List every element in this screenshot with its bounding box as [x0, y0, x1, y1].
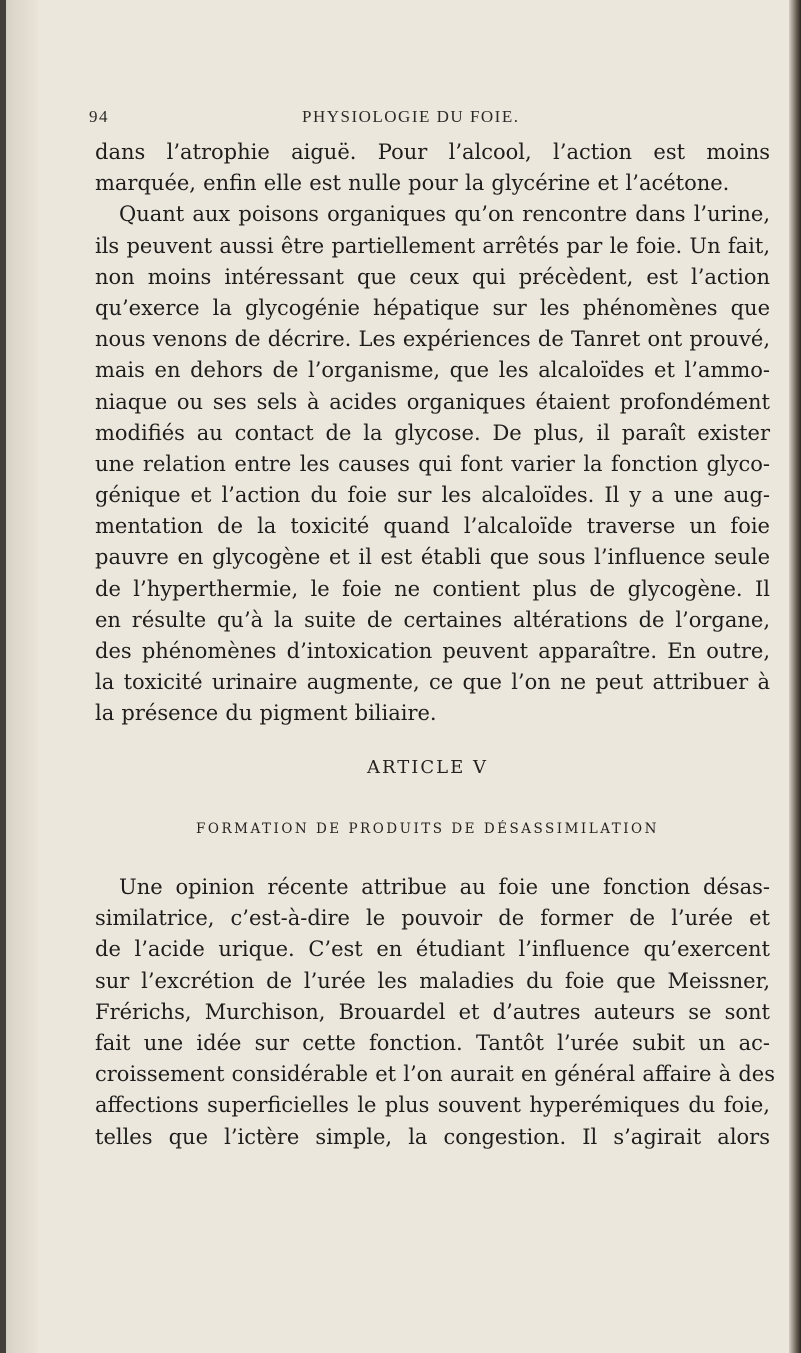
text-line: fait une idée sur cette fonction. Tantôt l’urée subit un ac-	[95, 1030, 770, 1055]
running-head	[89, 107, 749, 133]
text-line: Une opinion récente attribue au foie une fonction désas-	[119, 875, 770, 899]
text-line: croissement considérable et l’on aurait en général affaire à des	[95, 1062, 776, 1087]
text-line: Frérichs, Murchison, Brouardel et d’autres auteurs se sont	[95, 999, 770, 1024]
text-line: de l’hyperthermie, le foie ne contient plus de glycogène. Il	[95, 576, 770, 601]
running-head-title: PHYSIOLOGIE DU FOIE.	[302, 107, 520, 126]
text-line: mais en dehors de l’organisme, que les alcaloïdes et l’ammo-	[95, 358, 770, 383]
text-line: qu’exerce la glycogénie hépatique sur les phénomènes que	[95, 295, 770, 320]
text-line: de l’acide urique. C’est en étudiant l’influence qu’exercent	[95, 937, 770, 962]
page-right-edge	[789, 0, 801, 1353]
text-line: en résulte qu’à la suite de certaines altérations de l’organe,	[95, 607, 770, 632]
text-line: la toxicité urinaire augmente, ce que l’on ne peut attribuer à	[95, 670, 770, 695]
text-line: sur l’excrétion de l’urée les maladies du foie que Meissner,	[95, 968, 770, 993]
text-line: une relation entre les causes qui font varier la fonction glyco-	[95, 451, 770, 476]
text-line: marquée, enfin elle est nulle pour la glycérine et l’acétone.	[95, 171, 730, 196]
text-line: des phénomènes d’intoxication peuvent apparaître. En outre,	[95, 639, 770, 664]
text-line: ils peuvent aussi être partiellement arrêtés par le foie. Un fait,	[95, 233, 770, 258]
text-line: Quant aux poisons organiques qu’on rencontre dans l’urine,	[119, 202, 770, 227]
text-line: similatrice, c’est-à-dire le pouvoir de former de l’urée et	[95, 906, 770, 931]
text-line: non moins intéressant que ceux qui précèdent, est l’action	[95, 264, 770, 289]
text-line: génique et l’action du foie sur les alcaloïdes. Il y a une aug-	[95, 483, 770, 508]
article-title: ARTICLE V	[367, 757, 488, 778]
article-subtitle: FORMATION DE PRODUITS DE DÉSASSIMILATION	[196, 821, 659, 837]
paragraph-1	[95, 137, 770, 199]
text-line: modifiés au contact de la glycose. De plus, il paraît exister	[95, 420, 770, 445]
text-line: la présence du pigment biliaire.	[95, 701, 437, 726]
text-line: niaque ou ses sels à acides organiques étaient profondément	[95, 389, 770, 414]
paragraph-2	[95, 199, 770, 729]
page-number: 94	[89, 107, 109, 126]
page-binding-edge	[0, 0, 38, 1353]
text-line: affections superficielles le plus souvent hyperémiques du foie,	[95, 1093, 770, 1118]
text-line: telles que l’ictère simple, la congestion. Il s’agirait alors	[95, 1124, 770, 1149]
text-line: mentation de la toxicité quand l’alcaloïde traverse un foie	[95, 514, 770, 539]
paragraph-3	[95, 872, 776, 1153]
text-line: nous venons de décrire. Les expériences de Tanret ont prouvé,	[95, 327, 770, 352]
text-line: dans l’atrophie aiguë. Pour l’alcool, l’action est moins	[95, 140, 770, 164]
text-line: pauvre en glycogène et il est établi que sous l’influence seule	[95, 545, 770, 570]
